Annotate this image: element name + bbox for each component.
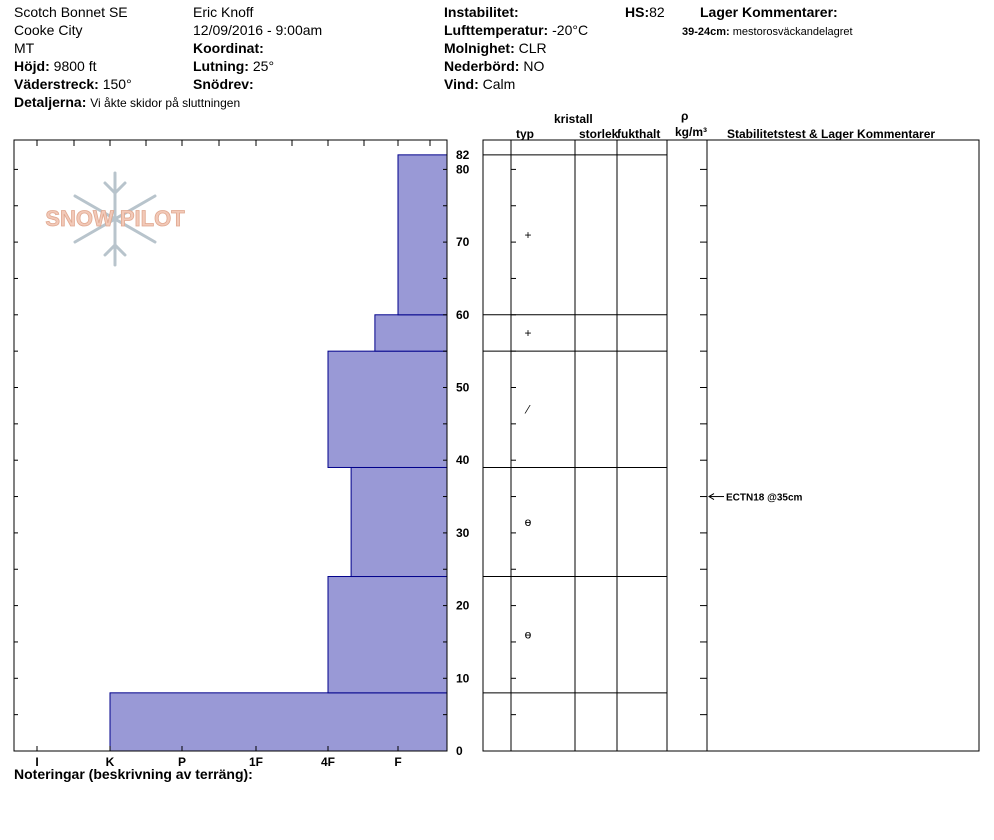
slope-label: Lutning: xyxy=(193,58,249,74)
y-tick-label: 0 xyxy=(456,744,463,758)
hs-label: HS: xyxy=(625,4,650,20)
grain-type-symbol: ⁄ xyxy=(526,402,530,417)
elevation-value: 9800 ft xyxy=(53,58,97,74)
stability-test-label: ECTN18 @35cm xyxy=(726,492,803,504)
state-name: MT xyxy=(14,40,35,56)
airtemp-label: Lufttemperatur: xyxy=(444,22,549,38)
y-tick-label: 70 xyxy=(456,235,470,250)
area-name: Cooke City xyxy=(14,22,83,38)
layer-bar xyxy=(375,315,447,351)
y-tick-label: 20 xyxy=(456,598,470,613)
precip-label: Nederbörd: xyxy=(444,58,520,74)
y-tick-label: 50 xyxy=(456,380,470,395)
notes-label: Noteringar (beskrivning av terräng): xyxy=(14,766,253,782)
grain-type-symbol: ɵ xyxy=(524,514,532,529)
snowpilot-watermark xyxy=(45,173,185,265)
density-unit-header: kg/m³ xyxy=(675,125,708,139)
layer-bar xyxy=(110,693,447,751)
x-tick-label: 4F xyxy=(320,755,336,769)
grain-type-symbol: + xyxy=(524,227,532,242)
wind-value: Calm xyxy=(482,76,516,92)
rho-header: ρ xyxy=(681,109,689,123)
details-label: Detaljerna: xyxy=(14,94,87,110)
y-tick-label: 80 xyxy=(456,162,470,177)
details-value: Vi åkte skidor på sluttningen xyxy=(90,96,241,110)
layer-bar xyxy=(398,155,447,315)
slope-value: 25° xyxy=(252,58,275,74)
cloud-value: CLR xyxy=(518,40,547,56)
elevation-label: Höjd: xyxy=(14,58,50,74)
aspect-value: 150° xyxy=(102,76,132,92)
layer-comments-label: Lager Kommentarer: xyxy=(700,4,838,20)
coordinate-label: Koordinat: xyxy=(193,40,264,56)
x-tick-label: F xyxy=(394,755,402,769)
type-header: typ xyxy=(516,127,534,141)
cloud-label: Molnighet: xyxy=(444,40,515,56)
layer-bar xyxy=(328,577,447,693)
y-tick-label: 30 xyxy=(456,525,470,540)
airtemp-value: -20°C xyxy=(552,22,589,38)
precip-value: NO xyxy=(523,58,545,74)
grain-type-symbol: + xyxy=(524,325,532,340)
y-tick-label: 40 xyxy=(456,453,470,468)
location-name: Scotch Bonnet SE xyxy=(14,4,128,20)
y-tick-label: 82 xyxy=(456,147,470,162)
y-tick-label: 10 xyxy=(456,671,470,686)
hs-value: 82 xyxy=(649,4,665,20)
x-tick-label: K xyxy=(105,755,115,769)
layer-comment-text: mestorosväckandelagret xyxy=(732,26,853,38)
stability-header: Stabilitetstest & Lager Kommentarer xyxy=(727,127,936,141)
x-tick-label: 1F xyxy=(248,755,264,769)
layer-table-frame xyxy=(483,140,979,751)
layer-bar xyxy=(351,467,447,576)
watermark-text: SNOW PILOT xyxy=(45,206,185,231)
layer-bar xyxy=(328,351,447,467)
layer-comment-range: 39-24cm: xyxy=(682,26,730,38)
x-tick-label: P xyxy=(177,755,187,769)
moisture-header: fukthalt xyxy=(617,127,661,141)
x-tick-label: I xyxy=(35,755,39,769)
crystal-header: kristall xyxy=(554,112,593,126)
wind-label: Vind: xyxy=(444,76,479,92)
observer-name: Eric Knoff xyxy=(193,4,254,20)
observation-datetime: 12/09/2016 - 9:00am xyxy=(193,22,323,38)
grain-type-symbol: ɵ xyxy=(524,627,532,642)
aspect-label: Väderstreck: xyxy=(14,76,99,92)
drift-label: Snödrev: xyxy=(193,76,254,92)
y-tick-label: 60 xyxy=(456,307,470,322)
size-header: storlek xyxy=(579,127,619,141)
instability-label: Instabilitet: xyxy=(444,4,519,20)
